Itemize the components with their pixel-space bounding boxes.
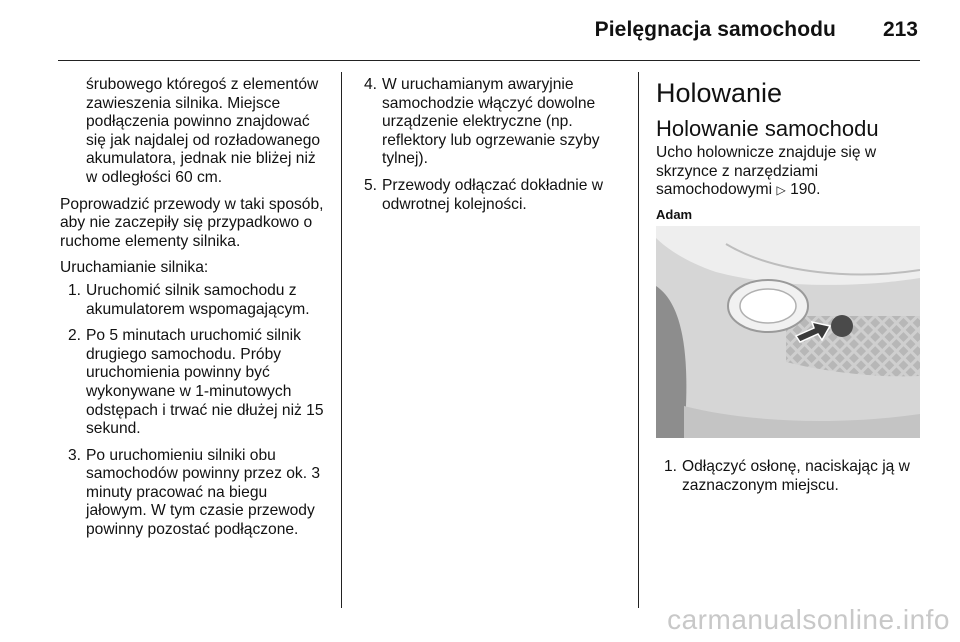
step-number: 3. bbox=[68, 446, 82, 464]
header-rule bbox=[58, 60, 920, 61]
page-header bbox=[0, 18, 960, 58]
column-3 bbox=[656, 76, 920, 503]
step-number: 5. bbox=[364, 176, 378, 194]
step-text: Po 5 minutach uruchomić silnik drugiego samochodu. Próby uruchomienia powinny być wykonywane w 1-minutowych odstępach i trwać nie dłużej niż 15 sekund. bbox=[86, 327, 324, 438]
watermark: carmanualsonline.info bbox=[667, 604, 950, 635]
step-text: Uruchomić silnik samochodu z akumulatorem wspomagającym. bbox=[86, 281, 310, 318]
intro-paragraph bbox=[656, 144, 920, 200]
start-steps-list bbox=[60, 282, 330, 540]
page-reference[interactable]: 190. bbox=[790, 181, 821, 199]
page-ref-arrow-icon: ▷ bbox=[776, 183, 786, 198]
step-text: W uruchamianym awaryjnie samochodzie włączyć dowolne urządzenie elektryczne (np. reflektory lub ogrzewanie szyby tylnej). bbox=[382, 76, 600, 168]
page-number: 213 bbox=[882, 18, 918, 41]
list-item bbox=[60, 447, 330, 540]
figure-caption: Adam bbox=[656, 206, 693, 222]
fog-light-lens bbox=[740, 289, 796, 323]
subsection-heading: Holowanie samochodu bbox=[656, 116, 879, 141]
list-item bbox=[656, 458, 920, 495]
step-number: 1. bbox=[664, 457, 678, 475]
list-item bbox=[60, 327, 330, 439]
step-text: Po uruchomieniu silniki obu samochodów powinny przez ok. 3 minuty pracować na biegu jałowym. W tym czasie przewody powinny pozostać podłączone. bbox=[86, 446, 321, 539]
towing-cover-figure bbox=[656, 226, 920, 438]
section-heading: Holowanie bbox=[656, 78, 783, 108]
column-1 bbox=[60, 76, 330, 548]
list-item bbox=[356, 76, 622, 169]
column-divider-2 bbox=[638, 72, 639, 608]
section-title: Pielęgnacja samochodu bbox=[594, 18, 836, 41]
step-number: 4. bbox=[364, 76, 378, 93]
continued-step-text: śrubowego któregoś z elementów zawieszenia silnika. Miejsce podłączenia powinno znajdować się jak najdalej od rozładowanego akumulatora, jednak nie bliżej niż w odległości 60 cm. bbox=[86, 76, 321, 186]
column-divider-1 bbox=[341, 72, 342, 608]
towing-eye-cover bbox=[831, 315, 853, 337]
list-item bbox=[60, 282, 330, 319]
column-2 bbox=[356, 76, 622, 222]
starting-engine-label: Uruchamianie silnika: bbox=[60, 259, 209, 277]
towing-steps-list bbox=[656, 458, 920, 495]
continued-steps-list bbox=[356, 76, 622, 214]
step-number: 2. bbox=[68, 327, 82, 345]
step-text: Odłączyć osłonę, naciskając ją w zaznaczonym miejscu. bbox=[682, 457, 910, 494]
list-item bbox=[356, 177, 622, 214]
cable-routing-paragraph: Poprowadzić przewody w taki sposób, aby nie zaczepiły się przypadkowo o ruchome elementy silnika. bbox=[60, 195, 324, 250]
intro-text: Ucho holownicze znajduje się w skrzynce z narzędziami samochodowymi bbox=[656, 144, 877, 199]
step-number: 1. bbox=[68, 281, 82, 299]
step-text: Przewody odłączać dokładnie w odwrotnej kolejności. bbox=[382, 176, 604, 213]
